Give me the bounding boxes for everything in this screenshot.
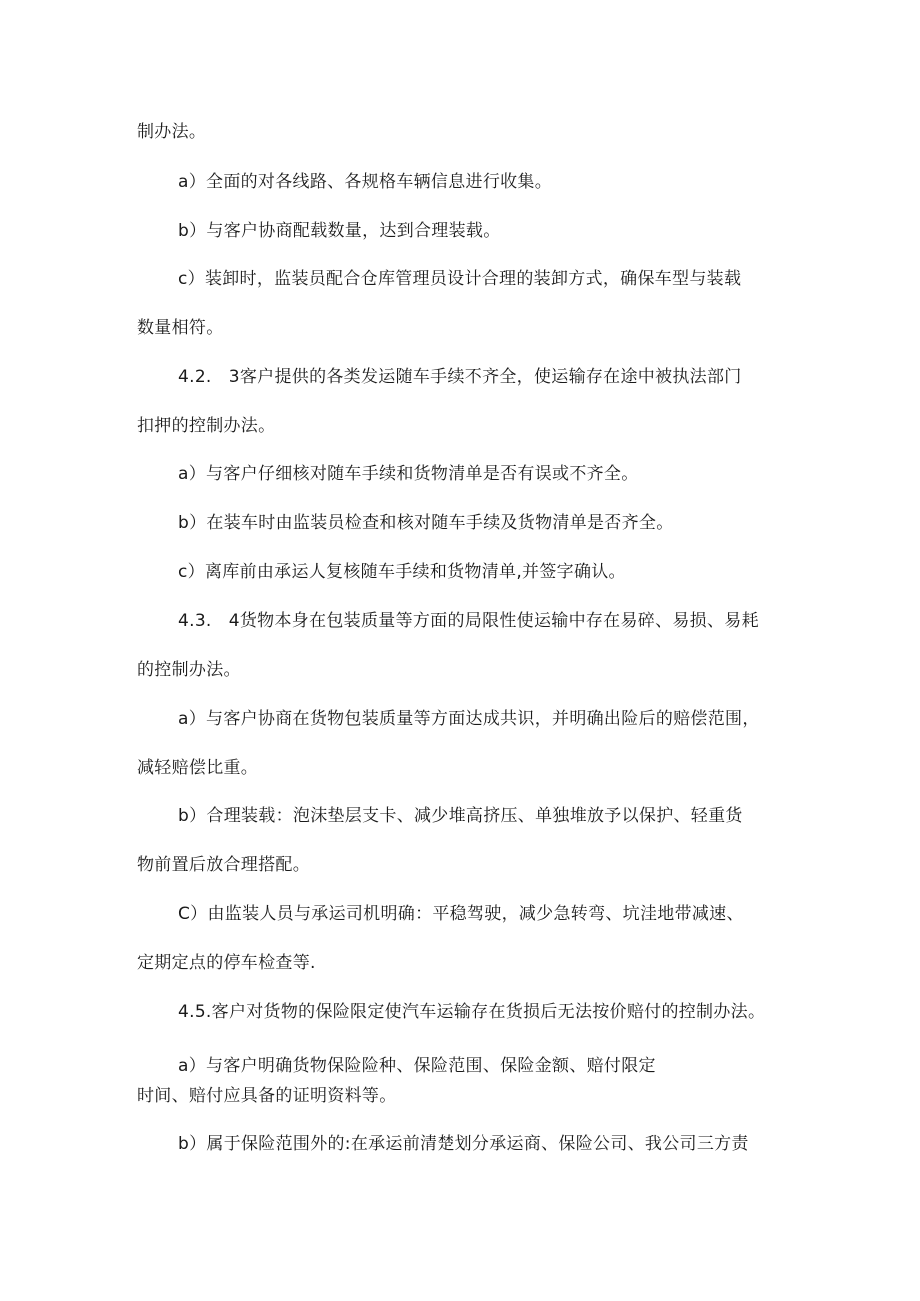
text-line-15: b）合理装载：泡沫垫层支卡、减少堆高挤压、单独堆放予以保护、轻重货: [178, 806, 743, 826]
text-line-4: c）装卸时，监装员配合仓库管理员设计合理的装卸方式，确保车型与装载: [178, 269, 742, 289]
text-line-13: a）与客户协商在货物包装质量等方面达成共识，并明确出险后的赔偿范围，: [178, 709, 760, 729]
text-line-18: 定期定点的停车检查等.: [137, 953, 316, 973]
text-line-20: a）与客户明确货物保险险种、保险范围、保险金额、赔付限定: [178, 1056, 656, 1076]
text-line-1: 制办法。: [137, 122, 207, 142]
text-line-16: 物前置后放合理搭配。: [137, 855, 310, 875]
text-line-12: 的控制办法。: [137, 660, 241, 680]
text-line-14: 减轻赔偿比重。: [137, 758, 259, 778]
text-line-19: 4.5.客户对货物的保险限定使汽车运输存在货损后无法按价赔付的控制办法。: [178, 1002, 766, 1022]
text-line-2: a）全面的对各线路、各规格车辆信息进行收集。: [178, 172, 553, 192]
text-line-17: C）由监装人员与承运司机明确：平稳驾驶，减少急转弯、坑洼地带减速、: [178, 904, 744, 924]
text-line-7: 扣押的控制办法。: [137, 416, 276, 436]
text-line-6: 4.2. 3客户提供的各类发运随车手续不齐全，使运输存在途中被执法部门: [178, 367, 742, 387]
text-line-5: 数量相符。: [137, 318, 224, 338]
text-line-3: b）与客户协商配载数量，达到合理装载。: [178, 221, 501, 241]
text-line-11: 4.3. 4货物本身在包装质量等方面的局限性使运输中存在易碎、易损、易耗: [178, 611, 759, 631]
text-line-22: b）属于保险范围外的:在承运前清楚划分承运商、保险公司、我公司三方责: [178, 1134, 749, 1154]
text-line-21: 时间、赔付应具备的证明资料等。: [137, 1086, 397, 1106]
text-line-10: c）离库前由承运人复核随车手续和货物清单,并签字确认。: [178, 562, 626, 582]
text-line-8: a）与客户仔细核对随车手续和货物清单是否有误或不齐全。: [178, 464, 639, 484]
text-line-9: b）在装车时由监装员检查和核对随车手续及货物清单是否齐全。: [178, 513, 674, 533]
